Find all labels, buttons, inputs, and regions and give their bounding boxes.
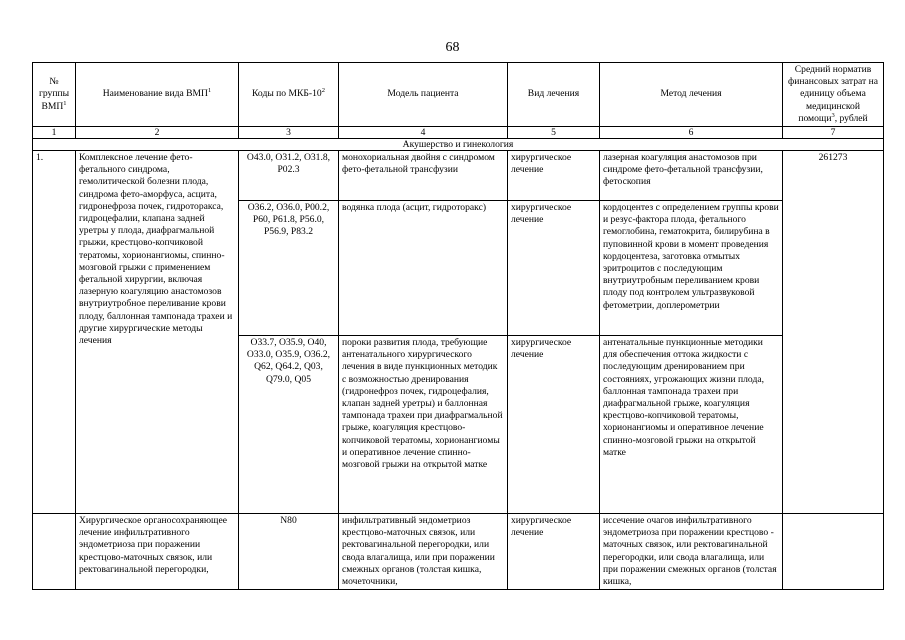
patient-model: инфильтративный эндометриоз крестцово-маточных связок, или ректовагинальной перегородки, или свода влагалища, или при поражении смежных органов (толстая кишка, мочеточники, (339, 514, 508, 590)
column-number: 5 (508, 127, 600, 139)
group-number: 1. (33, 151, 76, 514)
group-number (33, 514, 76, 590)
treatment-type: хирургическое лечение (508, 336, 600, 514)
treatment-method: кордоцентез с определением группы крови и резус-фактора плода, фетального гемоглобина, гематокрита, билирубина в пуповинной крови в момент проведения кордоцентеза, заготовка отмытых эритроцитов с последующим внутриутробным переливанием крови плоду под контролем ультразвуковой фетометрии, доплерометрии (600, 201, 783, 336)
column-number: 4 (339, 127, 508, 139)
treatment-method: антенатальные пункционные методики для обеспечения оттока жидкости с последующим дренированием при состояниях, угрожающих жизни плода, баллонная тампонада трахеи при диафрагмальной грыже, коагуляция крестцово-копчиковой тератомы, хорионангиомы и оперативное лечение спинно-мозговой грыжи на открытой матке (600, 336, 783, 514)
table-row (33, 151, 884, 201)
column-number: 3 (239, 127, 339, 139)
column-numbers-row (33, 127, 884, 139)
column-number: 6 (600, 127, 783, 139)
header-cost-standard: Средний норматив финансовых затрат на единицу объема медицинской помощи$^3$, рублей (783, 63, 884, 127)
treatment-type: хирургическое лечение (508, 151, 600, 201)
header-icd-codes: Коды по МКБ-$10^2$ (239, 63, 339, 127)
header-treatment-type: Вид лечения (508, 63, 600, 127)
vmp-table (32, 62, 884, 590)
treatment-method: иссечение очагов инфильтративного эндометриоза при поражении крестцово - маточных связок, или ректовагинальной перегородки, или свода влагалища, или при поражении смежных органов (толстая кишка, (600, 514, 783, 590)
vmp-name: Комплексное лечение фето-фетального синдрома, гемолитической болезни плода, синдрома фето-аморфуса, асцита, гидронефроза почек, гидроторакса, гидроцефалии, клапана задней уретры у плода, диафрагмальной грыжи, крестцово-копчиковой тератомы, хорионангиомы, спинно-мозговой грыжи с применением фетальной хирургии, включая лазерную коагуляцию анастомозов внутриутробное переливание крови плоду, баллонная тампонада трахеи и другие хирургические методы лечения (76, 151, 239, 514)
icd-codes: O43.0, O31.2, O31.8, P02.3 (239, 151, 339, 201)
treatment-method: лазерная коагуляция анастомозов при синдроме фето-фетальной трансфузии, фетоскопия (600, 151, 783, 201)
header-group-number: № группы ВМП$^1$ (33, 63, 76, 127)
column-number: 2 (76, 127, 239, 139)
section-row (33, 139, 884, 151)
header-vmp-name: Наименование вида ВМП$^1$ (76, 63, 239, 127)
vmp-name: Хирургическое органосохраняющее лечение инфильтративного эндометриоза при поражении крестцово-маточных связок, или ректовагинальной перегородки, (76, 514, 239, 590)
cost-standard (783, 514, 884, 590)
treatment-type: хирургическое лечение (508, 514, 600, 590)
page-number: 68 (445, 40, 460, 55)
patient-model: монохориальная двойня с синдромом фето-фетальной трансфузии (339, 151, 508, 201)
column-number: 7 (783, 127, 884, 139)
treatment-type: хирургическое лечение (508, 201, 600, 336)
table-row (33, 514, 884, 590)
patient-model: водянка плода (асцит, гидроторакс) (339, 201, 508, 336)
cost-standard: 261273 (783, 151, 884, 514)
patient-model: пороки развития плода, требующие антенатального хирургического лечения в виде пункционных методик с возможностью дренирования (гидронефроз почек, гидроцефалия, клапан задней уретры) и баллонная тампонада трахеи при диафрагмальной грыже, коагуляция крестцово-копчиковой тератомы, хорионангиомы и оперативное лечение спинно-мозговой грыжи на открытой матке (339, 336, 508, 514)
icd-codes: O33.7, O35.9, O40, O33.0, O35.9, O36.2, Q62, Q64.2, Q03, Q79.0, Q05 (239, 336, 339, 514)
column-number: 1 (33, 127, 76, 139)
icd-codes: O36.2, O36.0, P00.2, P60, P61.8, P56.0, P56.9, P83.2 (239, 201, 339, 336)
header-row (33, 63, 884, 127)
section-title: Акушерство и гинекология (33, 139, 884, 151)
icd-codes: N80 (239, 514, 339, 590)
header-treatment-method: Метод лечения (600, 63, 783, 127)
header-patient-model: Модель пациента (339, 63, 508, 127)
